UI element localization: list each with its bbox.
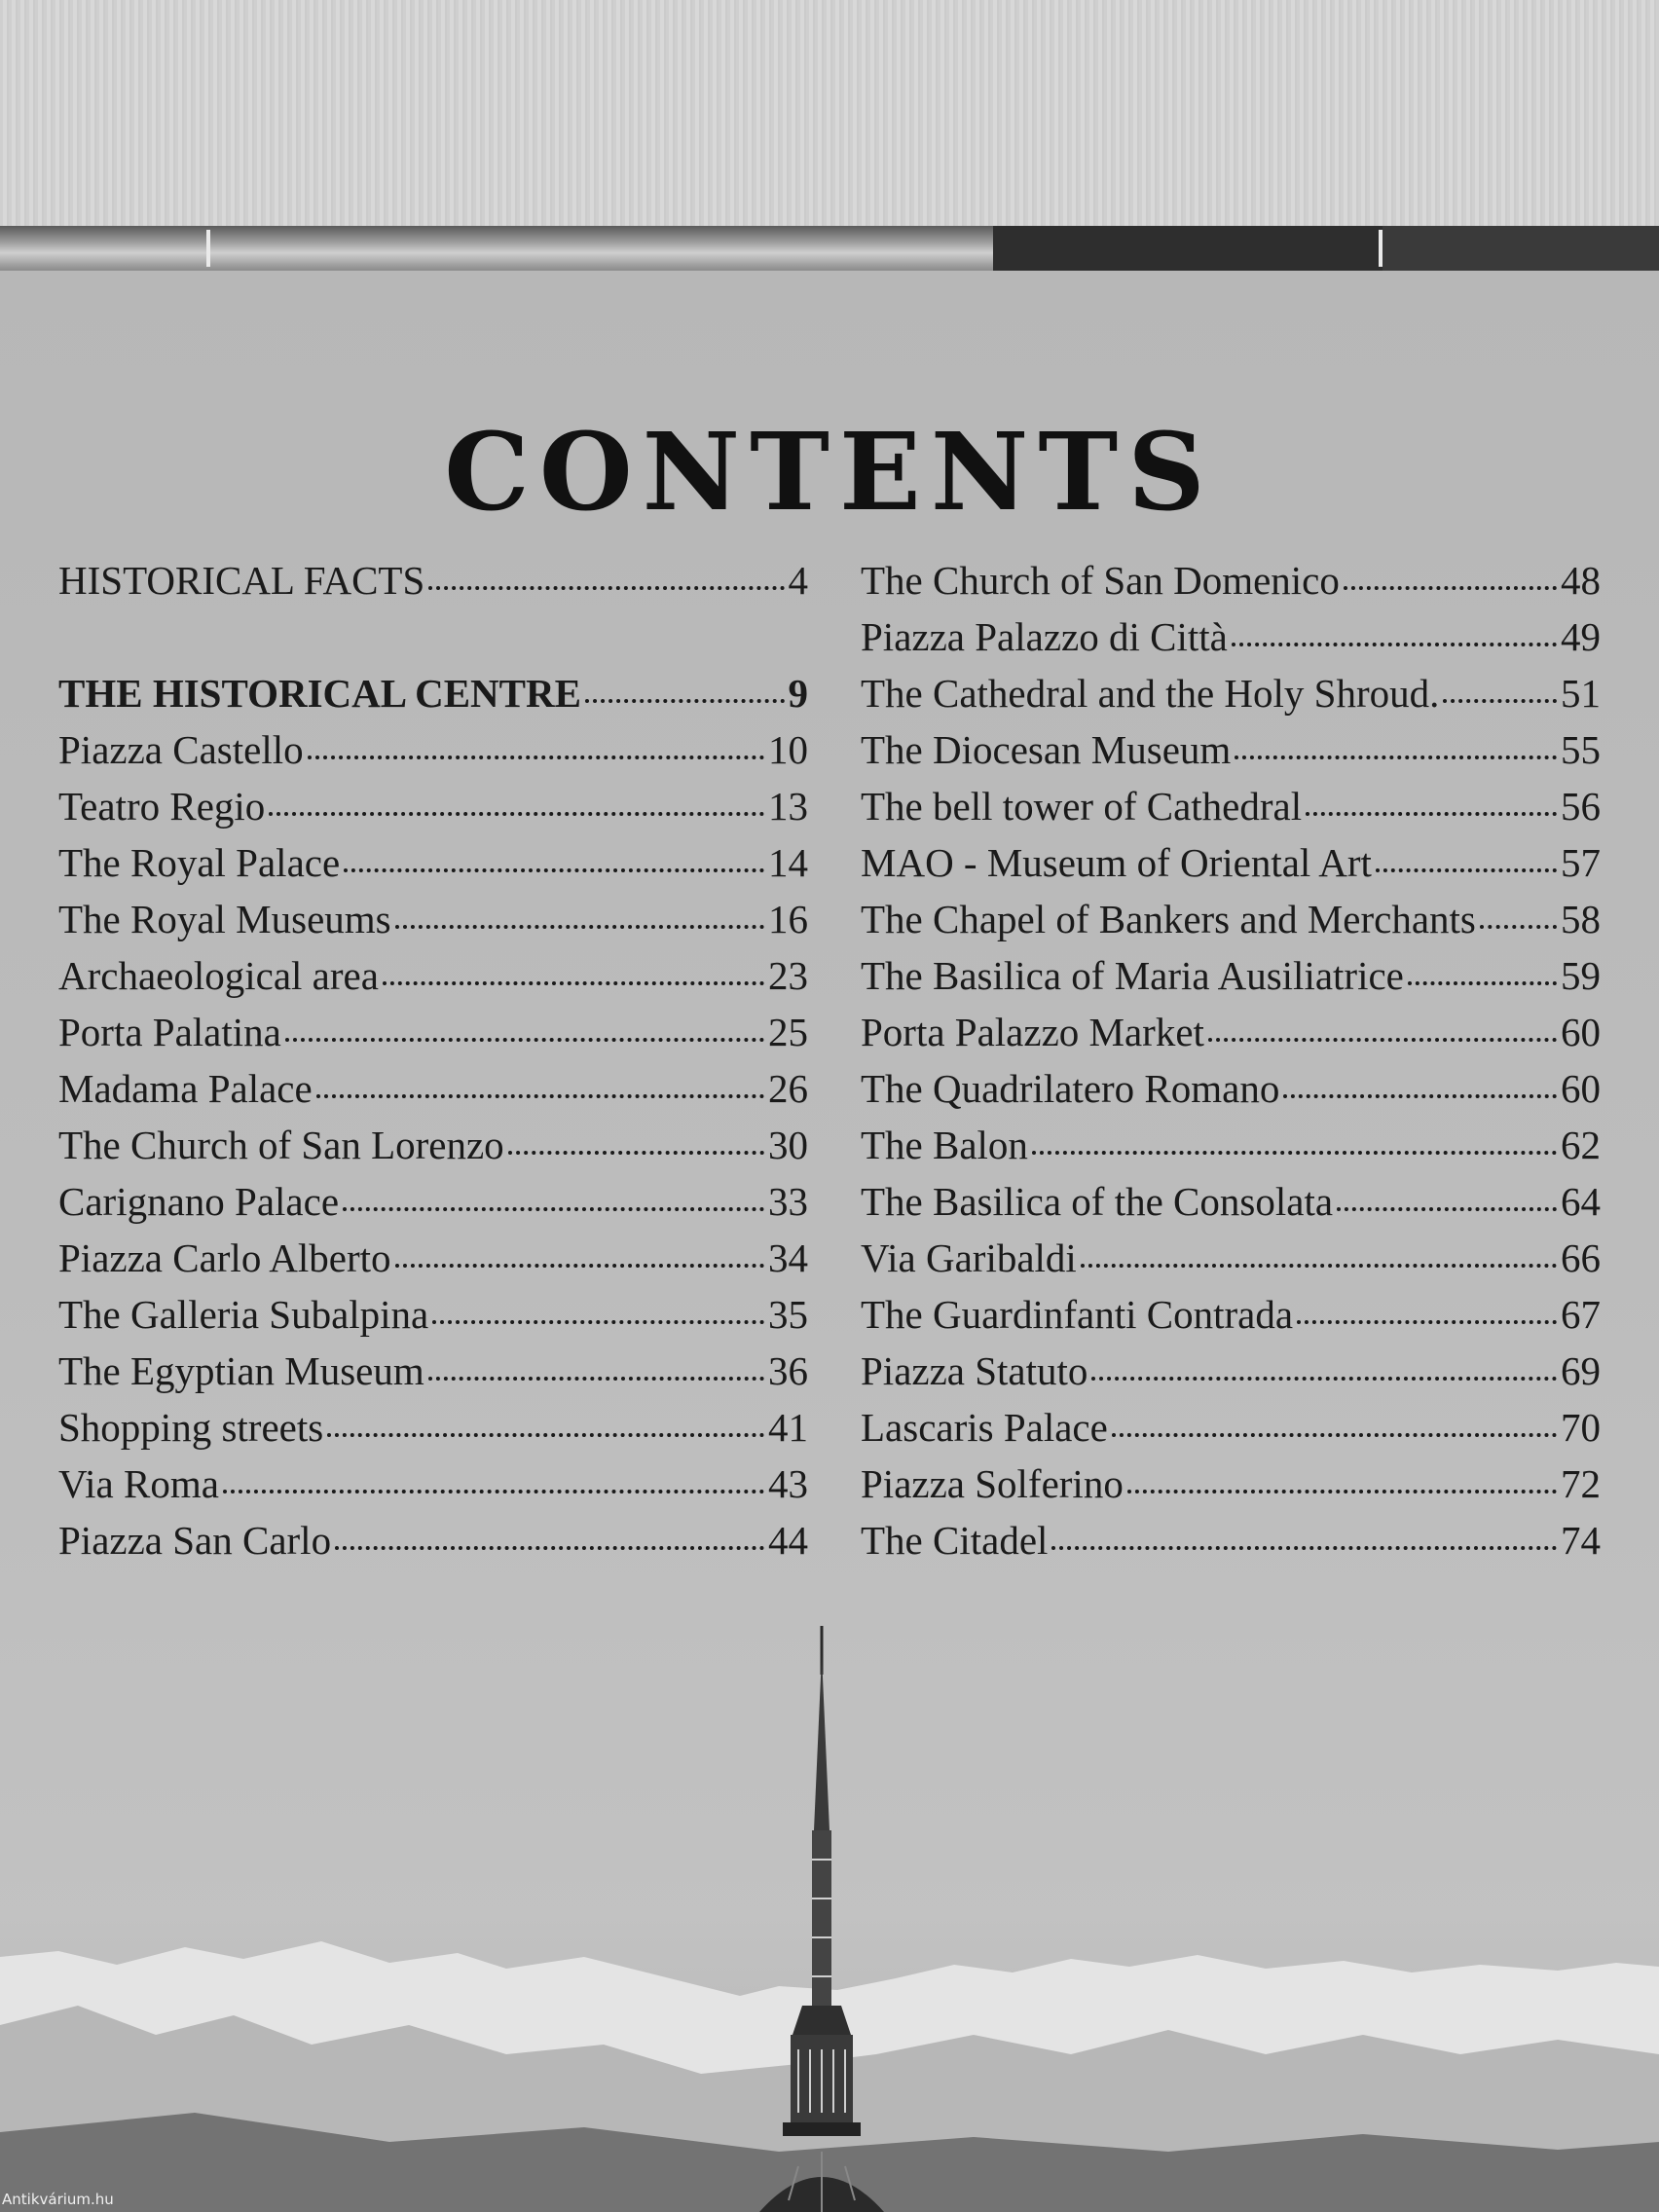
toc-entry-title: HISTORICAL FACTS bbox=[58, 558, 425, 603]
dot-leader bbox=[344, 868, 764, 872]
toc-entry-title: Piazza San Carlo bbox=[58, 1518, 332, 1563]
toc-page-number: 64 bbox=[1561, 1179, 1601, 1224]
dot-leader bbox=[428, 586, 784, 590]
toc-page-number: 25 bbox=[768, 1010, 808, 1054]
toc-entry bbox=[861, 1235, 1601, 1291]
dot-leader bbox=[383, 981, 764, 985]
toc-entry bbox=[861, 952, 1601, 1009]
toc-page-number: 44 bbox=[768, 1518, 808, 1563]
toc-page-number: 49 bbox=[1561, 614, 1601, 659]
dot-leader bbox=[1283, 1094, 1557, 1098]
toc-page-number: 72 bbox=[1561, 1461, 1601, 1506]
page-title: CONTENTS bbox=[444, 409, 1215, 535]
dot-leader bbox=[1376, 868, 1557, 872]
toc-entry bbox=[58, 1404, 808, 1460]
toc-entry bbox=[861, 1178, 1601, 1235]
toc-left-column bbox=[58, 557, 808, 1573]
dot-leader bbox=[1235, 756, 1557, 759]
dot-leader bbox=[395, 925, 764, 929]
toc-entry bbox=[58, 1065, 808, 1122]
dot-leader bbox=[1480, 925, 1557, 929]
toc-entry-title: The Church of San Lorenzo bbox=[58, 1123, 504, 1167]
toc-entry bbox=[58, 1178, 808, 1235]
toc-entry-title: The Basilica of the Consolata bbox=[861, 1179, 1334, 1224]
toc-entry bbox=[58, 1517, 808, 1573]
dot-leader bbox=[1032, 1151, 1557, 1155]
dot-leader bbox=[1091, 1377, 1557, 1381]
toc-entry bbox=[861, 1291, 1601, 1347]
toc-page-number: 56 bbox=[1561, 784, 1601, 829]
toc-entry bbox=[861, 613, 1601, 670]
toc-entry-title: The Church of San Domenico bbox=[861, 558, 1340, 603]
toc-entry bbox=[58, 1235, 808, 1291]
dot-leader bbox=[1208, 1038, 1557, 1042]
toc-entry bbox=[861, 1009, 1601, 1065]
dot-leader bbox=[1297, 1320, 1557, 1324]
toc-entry bbox=[58, 1460, 808, 1517]
toc-entry bbox=[58, 1009, 808, 1065]
watermark-text: Antikvárium.hu bbox=[2, 2191, 114, 2208]
toc-entry-title: Piazza Castello bbox=[58, 727, 304, 772]
toc-entry bbox=[861, 557, 1601, 613]
toc-entry bbox=[861, 1404, 1601, 1460]
toc-page-number: 43 bbox=[768, 1461, 808, 1506]
toc-page-number: 60 bbox=[1561, 1066, 1601, 1111]
toc-page-number: 51 bbox=[1561, 671, 1601, 716]
toc-page-number: 60 bbox=[1561, 1010, 1601, 1054]
toc-page-number: 35 bbox=[768, 1292, 808, 1337]
toc-entry bbox=[861, 1517, 1601, 1573]
background-wall bbox=[0, 0, 1659, 234]
toc-entry-title: The Citadel bbox=[861, 1518, 1049, 1563]
dot-leader bbox=[269, 812, 764, 816]
dot-leader bbox=[1408, 981, 1557, 985]
toc-entry bbox=[861, 1347, 1601, 1404]
mole-antonelliana-spire bbox=[720, 1616, 935, 2212]
dot-leader bbox=[343, 1207, 764, 1211]
edge-photo-strip bbox=[993, 226, 1382, 271]
toc-page-number: 69 bbox=[1561, 1348, 1601, 1393]
toc-entry-title: The Egyptian Museum bbox=[58, 1348, 424, 1393]
toc-page-number: 66 bbox=[1561, 1235, 1601, 1280]
toc-page-number: 36 bbox=[768, 1348, 808, 1393]
dot-leader bbox=[1127, 1490, 1557, 1493]
toc-entry-title: Teatro Regio bbox=[58, 784, 266, 829]
toc-entry-title: Madama Palace bbox=[58, 1066, 313, 1111]
dot-leader bbox=[1232, 643, 1557, 646]
toc-entry-title: The Chapel of Bankers and Merchants bbox=[861, 897, 1476, 941]
toc-entry bbox=[861, 670, 1601, 726]
toc-entry bbox=[861, 839, 1601, 896]
toc-entry-title: The Galleria Subalpina bbox=[58, 1292, 429, 1337]
toc-entry bbox=[861, 1122, 1601, 1178]
dot-leader bbox=[1337, 1207, 1557, 1211]
toc-entry-title: Lascaris Palace bbox=[861, 1405, 1108, 1450]
toc-page-number: 26 bbox=[768, 1066, 808, 1111]
toc-entry-title: The Guardinfanti Contrada bbox=[861, 1292, 1294, 1337]
edge-photo-strip bbox=[1382, 226, 1659, 271]
toc-entry-title: The Quadrilatero Romano bbox=[861, 1066, 1280, 1111]
toc-page-number: 62 bbox=[1561, 1123, 1601, 1167]
toc-entry-title: The bell tower of Cathedral bbox=[861, 784, 1303, 829]
toc-entry-title: Via Roma bbox=[58, 1461, 219, 1506]
dot-leader bbox=[1443, 699, 1557, 703]
edge-divider bbox=[206, 230, 210, 267]
toc-entry bbox=[58, 1347, 808, 1404]
toc-page-number: 23 bbox=[768, 953, 808, 998]
toc-page-number: 14 bbox=[768, 840, 808, 885]
dot-leader bbox=[327, 1433, 764, 1437]
toc-entry-title: Piazza Carlo Alberto bbox=[58, 1235, 391, 1280]
toc-entry bbox=[861, 1065, 1601, 1122]
dot-leader bbox=[1051, 1546, 1557, 1550]
toc-entry-title: The Royal Palace bbox=[58, 840, 341, 885]
toc-spacer bbox=[58, 613, 808, 670]
toc-page-number: 70 bbox=[1561, 1405, 1601, 1450]
toc-entry bbox=[58, 1122, 808, 1178]
toc-entry-title: The Basilica of Maria Ausiliatrice bbox=[861, 953, 1404, 998]
dot-leader bbox=[1306, 812, 1557, 816]
toc-entry bbox=[58, 557, 808, 613]
dot-leader bbox=[335, 1546, 764, 1550]
toc-page-number: 55 bbox=[1561, 727, 1601, 772]
toc-entry bbox=[58, 952, 808, 1009]
toc-page-number: 30 bbox=[768, 1123, 808, 1167]
toc-page-number: 13 bbox=[768, 784, 808, 829]
toc-entry-title: Porta Palazzo Market bbox=[861, 1010, 1204, 1054]
toc-entry-title: Carignano Palace bbox=[58, 1179, 340, 1224]
dot-leader bbox=[428, 1377, 764, 1381]
toc-entry-title: Piazza Palazzo di Città bbox=[861, 614, 1228, 659]
toc-entry-title: MAO - Museum of Oriental Art bbox=[861, 840, 1372, 885]
toc-entry-title: The Diocesan Museum bbox=[861, 727, 1232, 772]
toc-entry bbox=[58, 1291, 808, 1347]
toc-page-number: 48 bbox=[1561, 558, 1601, 603]
book-top-edge bbox=[0, 226, 1659, 271]
dot-leader bbox=[308, 756, 764, 759]
toc-entry-title: Piazza Solferino bbox=[861, 1461, 1124, 1506]
toc-entry-title: The Royal Museums bbox=[58, 897, 391, 941]
toc-entry bbox=[861, 726, 1601, 783]
toc-page-number: 10 bbox=[768, 727, 808, 772]
toc-page-number: 33 bbox=[768, 1179, 808, 1224]
dot-leader bbox=[285, 1038, 764, 1042]
toc-page-number: 16 bbox=[768, 897, 808, 941]
toc-entry bbox=[58, 670, 808, 726]
toc-entry-title: The Balon bbox=[861, 1123, 1028, 1167]
dot-leader bbox=[508, 1151, 764, 1155]
toc-entry-title: Archaeological area bbox=[58, 953, 379, 998]
toc-entry bbox=[58, 839, 808, 896]
toc-page-number: 41 bbox=[768, 1405, 808, 1450]
dot-leader bbox=[223, 1490, 764, 1493]
dot-leader bbox=[1344, 586, 1557, 590]
toc-page-number: 74 bbox=[1561, 1518, 1601, 1563]
dot-leader bbox=[1081, 1264, 1557, 1268]
toc-entry bbox=[58, 896, 808, 952]
toc-right-column bbox=[861, 557, 1601, 1573]
toc-entry bbox=[861, 1460, 1601, 1517]
toc-entry-title: The Cathedral and the Holy Shroud. bbox=[861, 671, 1440, 716]
dot-leader bbox=[316, 1094, 764, 1098]
dot-leader bbox=[432, 1320, 764, 1324]
toc-entry bbox=[58, 783, 808, 839]
toc-page-number: 34 bbox=[768, 1235, 808, 1280]
toc-page-number: 9 bbox=[788, 671, 808, 716]
toc-entry-title: Piazza Statuto bbox=[861, 1348, 1088, 1393]
toc-entry-title: Via Garibaldi bbox=[861, 1235, 1077, 1280]
toc-page-number: 59 bbox=[1561, 953, 1601, 998]
toc-page-number: 67 bbox=[1561, 1292, 1601, 1337]
toc-entry-title: Shopping streets bbox=[58, 1405, 324, 1450]
toc-page-number: 4 bbox=[788, 558, 808, 603]
toc-entry bbox=[861, 783, 1601, 839]
toc-entry-title: Porta Palatina bbox=[58, 1010, 281, 1054]
dot-leader bbox=[585, 699, 785, 703]
toc-entry-title: THE HISTORICAL CENTRE bbox=[58, 671, 581, 716]
toc-page-number: 57 bbox=[1561, 840, 1601, 885]
toc-entry bbox=[58, 726, 808, 783]
toc-entry bbox=[861, 896, 1601, 952]
dot-leader bbox=[395, 1264, 764, 1268]
dot-leader bbox=[1112, 1433, 1557, 1437]
toc-page-number: 58 bbox=[1561, 897, 1601, 941]
